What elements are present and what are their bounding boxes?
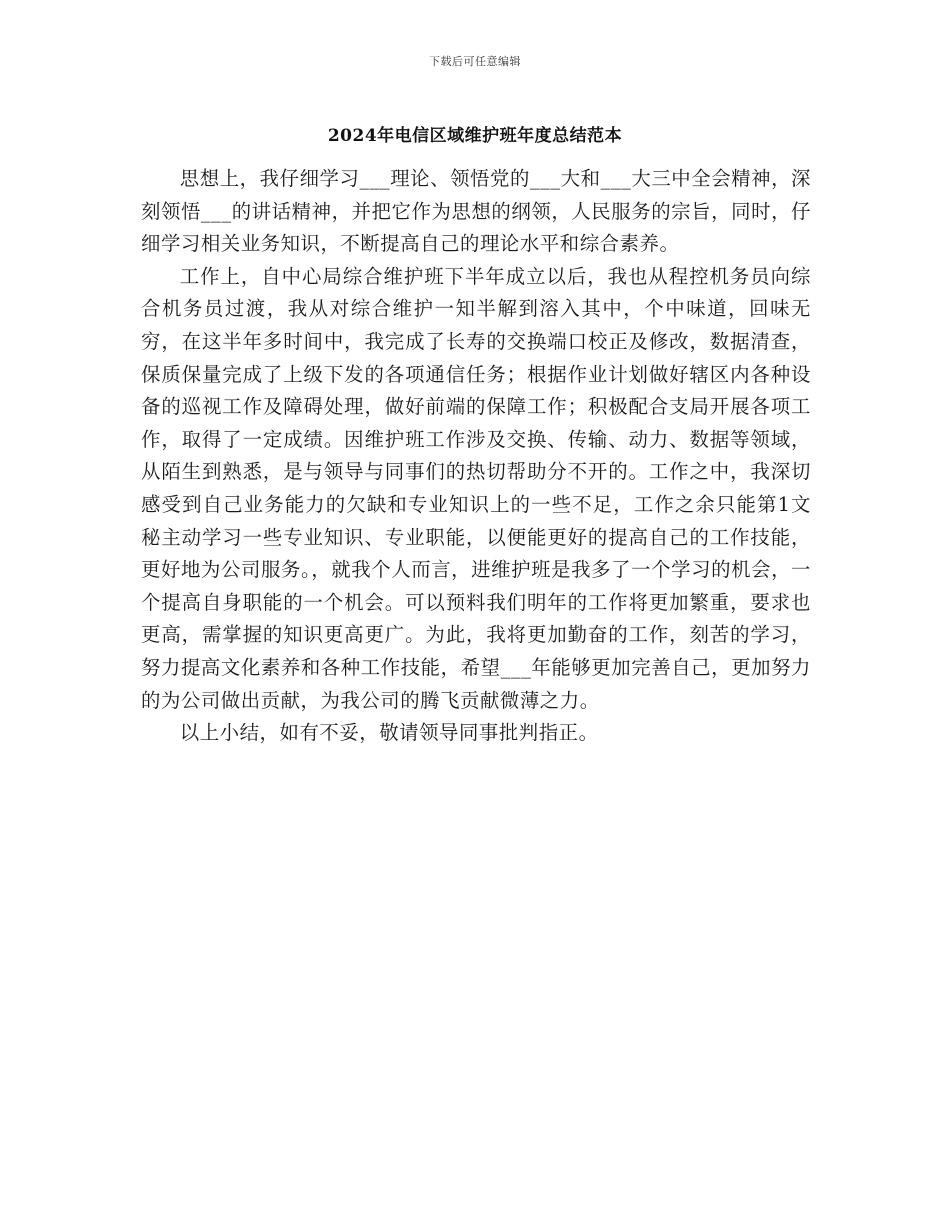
header-note: 下载后可任意编辑 (429, 55, 521, 68)
document-body (141, 163, 811, 750)
paragraph-thought: 思想上，我仔细学习___理论、领悟党的___大和___大三中全会精神，深刻领悟___的讲话精神，并把它作为思想的纲领，人民服务的宗旨，同时，仔细学习相关业务知识，不断提高自己的理论水平和综合素养。 (141, 167, 811, 256)
paragraph-work: 工作上，自中心局综合维护班下半年成立以后，我也从程控机务员向综合机务员过渡，我从对综合维护一知半解到溶入其中，个中味道，回味无穷，在这半年多时间中，我完成了长寿的交换端口校正及修改，数据清查，保质保量完成了上级下发的各项通信任务；根据作业计划做好辖区内各种设备的巡视工作及障碍处理，做好前端的保障工作；积极配合支局开展各项工作，取得了一定成绩。因维护班工作涉及交换、传输、动力、数据等领域，从陌生到熟悉，是与领导与同事们的热切帮助分不开的。工作之中，我深切感受到自己业务能力的欠缺和专业知识上的一些不足，工作之余只能第1文秘主动学习一些专业知识、专业职能，以便能更好的提高自己的工作技能，更好地为公司服务。，就我个人而言，进维护班是我多了一个学习的机会，一个提高自身职能的一个机会。可以预料我们明年的工作将更加繁重，要求也更高，需掌握的知识更高更广。为此，我将更加勤奋的工作，刻苦的学习，努力提高文化素养和各种工作技能，希望___年能够更加完善自己，更加努力的为公司做出贡献，为我公司的腾飞贡献微薄之力。 (141, 264, 811, 712)
document-title: 2024年电信区域维护班年度总结范本 (327, 126, 623, 146)
paragraph-closing: 以上小结，如有不妥，敬请领导同事批判指正。 (179, 721, 599, 745)
